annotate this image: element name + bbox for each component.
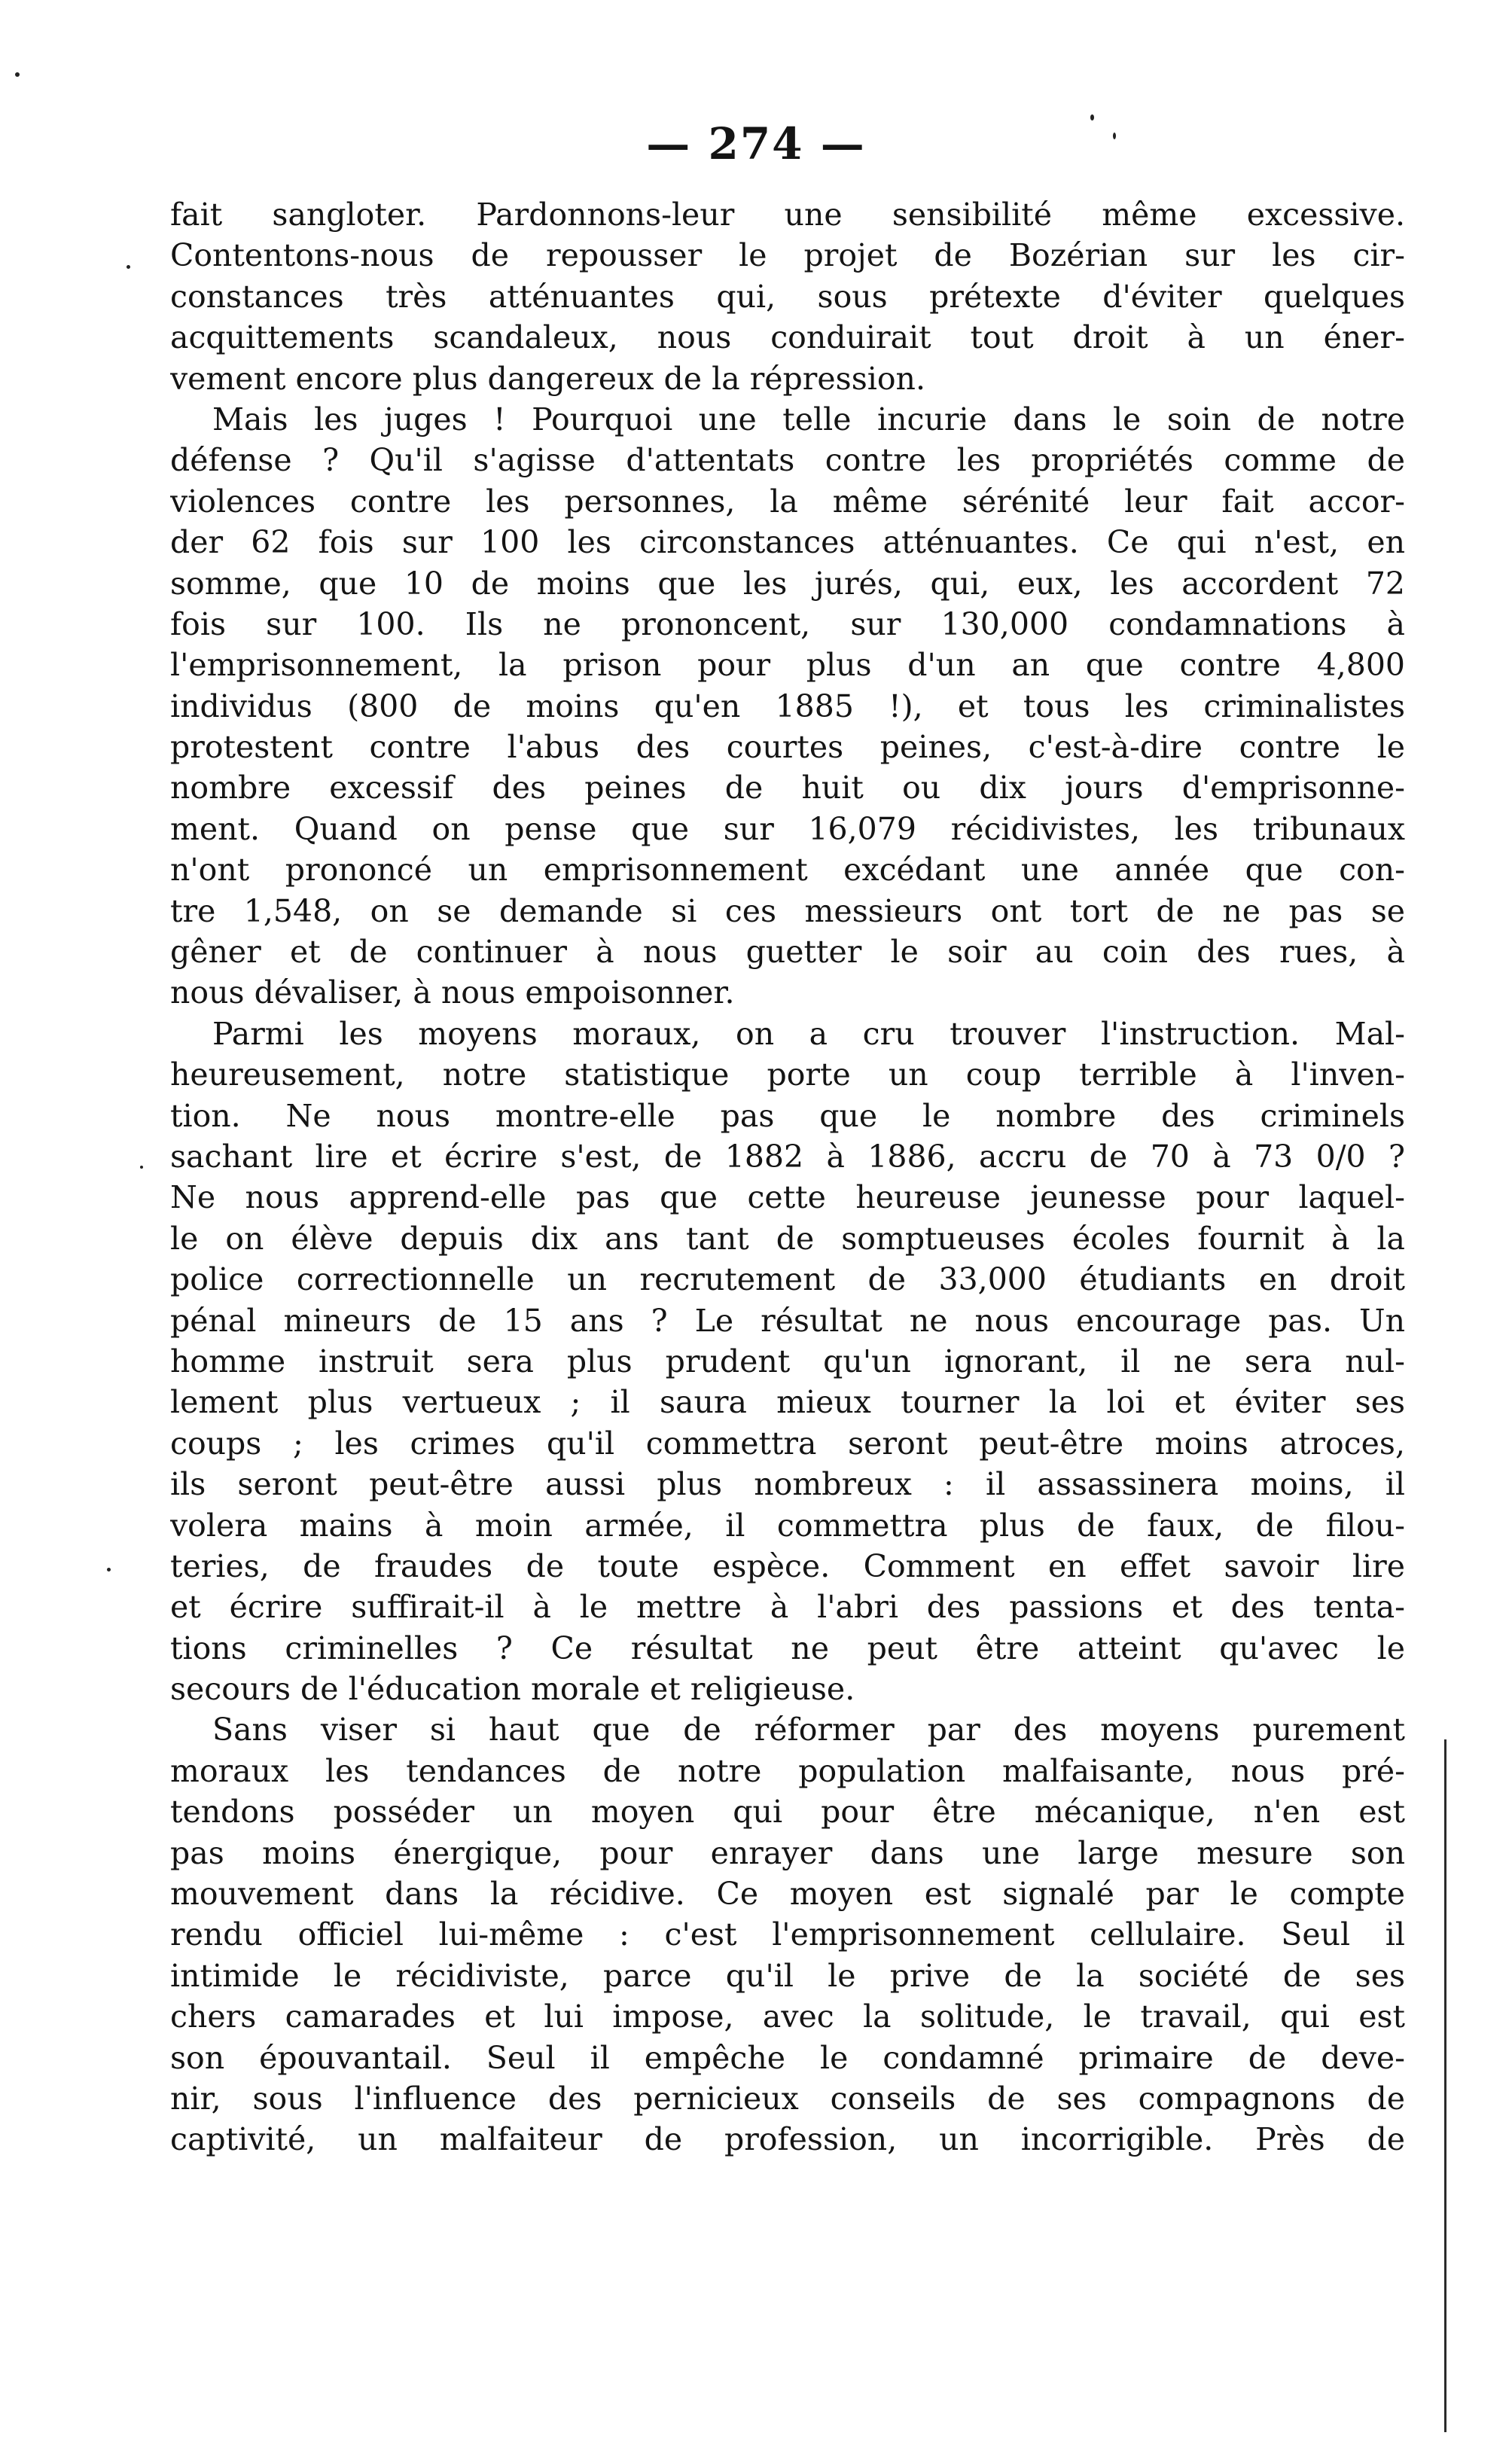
- text-line: constances très atténuantes qui, sous prétexte d'éviter quelques: [170, 278, 1405, 315]
- text-line: moraux les tendances de notre population malfaisante, nous pré-: [170, 1752, 1405, 1789]
- text-line: pas moins énergique, pour enrayer dans une large mesure son: [170, 1834, 1405, 1871]
- ink-speck: [1090, 114, 1094, 120]
- text-line: intimide le récidiviste, parce qu'il le prive de la société de ses: [170, 1957, 1405, 1994]
- ink-speck: [127, 265, 130, 269]
- text-line: Parmi les moyens moraux, on a cru trouver l'instruction. Mal-: [212, 1015, 1405, 1052]
- text-line: nombre excessif des peines de huit ou dix jours d'emprisonne-: [170, 770, 1405, 806]
- text-line: Sans viser si haut que de réformer par des moyens purement: [212, 1712, 1405, 1748]
- text-line: police correctionnelle un recrutement de 33,000 étudiants en droit: [170, 1261, 1405, 1298]
- text-line: acquittements scandaleux, nous conduirait tout droit à un éner-: [170, 319, 1405, 356]
- text-line: individus (800 de moins qu'en 1885 !), et tous les criminalistes: [170, 687, 1405, 724]
- text-line: Ne nous apprend-elle pas que cette heureuse jeunesse pour laquel-: [170, 1179, 1405, 1216]
- text-line: ils seront peut-être aussi plus nombreux : il assassinera moins, il: [170, 1466, 1405, 1503]
- text-line: rendu officiel lui-même : c'est l'emprisonnement cellulaire. Seul il: [170, 1916, 1405, 1953]
- text-line: Contentons-nous de repousser le projet de Bozérian sur les cir-: [170, 237, 1405, 274]
- text-line: sachant lire et écrire s'est, de 1882 à 1886, accru de 70 à 73 0/0 ?: [170, 1138, 1405, 1175]
- text-line: secours de l'éducation morale et religieuse.: [170, 1671, 855, 1708]
- text-line: lement plus vertueux ; il saura mieux tourner la loi et éviter ses: [170, 1384, 1405, 1421]
- ink-speck: [1113, 133, 1116, 139]
- text-line: protestent contre l'abus des courtes peines, c'est-à-dire contre le: [170, 729, 1405, 766]
- text-line: chers camarades et lui impose, avec la solitude, le travail, qui est: [170, 1998, 1405, 2035]
- text-line: fois sur 100. Ils ne prononcent, sur 130,000 condamnations à: [170, 605, 1405, 642]
- text-line: fait sangloter. Pardonnons-leur une sensibilité même excessive.: [170, 197, 1405, 233]
- text-line: ment. Quand on pense que sur 16,079 récidivistes, les tribunaux: [170, 810, 1405, 847]
- text-line: violences contre les personnes, la même sérénité leur fait accor-: [170, 483, 1405, 520]
- text-line: homme instruit sera plus prudent qu'un ignorant, il ne sera nul-: [170, 1343, 1405, 1379]
- margin-rule: [1444, 1739, 1446, 2432]
- ink-speck: [15, 72, 20, 77]
- text-line: défense ? Qu'il s'agisse d'attentats contre les propriétés comme de: [170, 442, 1405, 479]
- text-line: teries, de fraudes de toute espèce. Comment en effet savoir lire: [170, 1547, 1405, 1584]
- text-line: der 62 fois sur 100 les circonstances atténuantes. Ce qui n'est, en: [170, 524, 1405, 561]
- text-line: n'ont prononcé un emprisonnement excédant une année que con-: [170, 852, 1405, 889]
- text-line: captivité, un malfaiteur de profession, un incorrigible. Près de: [170, 2121, 1405, 2158]
- body-text: [170, 194, 1405, 2160]
- text-line: l'emprisonnement, la prison pour plus d'un an que contre 4,800: [170, 647, 1405, 684]
- text-line: nir, sous l'influence des pernicieux conseils de ses compagnons de: [170, 2080, 1405, 2117]
- page-number: — 274 —: [646, 118, 866, 169]
- text-line: tendons posséder un moyen qui pour être mécanique, n'en est: [170, 1794, 1405, 1831]
- text-line: tre 1,548, on se demande si ces messieurs ont tort de ne pas se: [170, 892, 1405, 929]
- text-line: nous dévaliser, à nous empoisonner.: [170, 974, 735, 1011]
- text-line: vement encore plus dangereux de la répression.: [170, 360, 925, 397]
- text-line: heureusement, notre statistique porte un coup terrible à l'inven-: [170, 1056, 1405, 1093]
- text-line: son épouvantail. Seul il empêche le condamné primaire de deve-: [170, 2039, 1405, 2076]
- text-line: tions criminelles ? Ce résultat ne peut être atteint qu'avec le: [170, 1629, 1405, 1666]
- text-line: le on élève depuis dix ans tant de somptueuses écoles fournit à la: [170, 1220, 1405, 1257]
- text-line: et écrire suffirait-il à le mettre à l'abri des passions et des tenta-: [170, 1589, 1405, 1626]
- text-line: Mais les juges ! Pourquoi une telle incurie dans le soin de notre: [212, 401, 1405, 437]
- text-line: somme, que 10 de moins que les jurés, qui, eux, les accordent 72: [170, 565, 1405, 602]
- ink-speck: [107, 1568, 111, 1572]
- text-line: mouvement dans la récidive. Ce moyen est signalé par le compte: [170, 1876, 1405, 1913]
- text-line: gêner et de continuer à nous guetter le soir au coin des rues, à: [170, 934, 1405, 971]
- text-line: coups ; les crimes qu'il commettra seront peut-être moins atroces,: [170, 1425, 1405, 1462]
- text-line: pénal mineurs de 15 ans ? Le résultat ne nous encourage pas. Un: [170, 1302, 1405, 1339]
- ink-speck: [140, 1166, 143, 1169]
- text-line: tion. Ne nous montre-elle pas que le nombre des criminels: [170, 1097, 1405, 1134]
- text-line: volera mains à moin armée, il commettra plus de faux, de filou-: [170, 1507, 1405, 1544]
